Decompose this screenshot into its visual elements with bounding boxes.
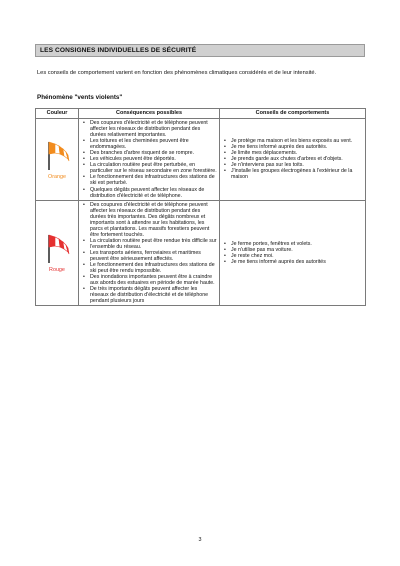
- list-item: • Le fonctionnement des infrastructures des stations de ski est perturbé.: [82, 174, 217, 186]
- list-item: • Je me tiens informé auprès des autorités.: [223, 144, 363, 150]
- conseils-cell: [220, 200, 366, 306]
- list-item: • Je protège ma maison et les biens exposés au vent.: [223, 138, 363, 144]
- list-item: • De très importants dégâts peuvent affecter les réseaux de distribution d'électricité et de téléphone pendant plusieurs jours: [82, 286, 217, 304]
- section-title: LES CONSIGNES INDIVIDUELLES DE SÉCURITÉ: [35, 44, 365, 57]
- list-item: • Les toitures et les cheminées peuvent être endommagées.: [82, 138, 217, 150]
- consequences-cell: [79, 119, 220, 201]
- list-item: • Des coupures d'électricité et de téléphone peuvent affecter les réseaux de distribution pendant des durées très importantes. Des dégâts nombreux et importants sont à attendre sur les habitations, les parcs et plantations. Les massifs forestiers peuvent être fortement touchés.: [82, 202, 217, 238]
- list-item: • La circulation routière peut être perturbée, en particulier sur le réseau secondaire en zone forestière.: [82, 162, 217, 174]
- list-item: • J'installe les groupes électrogènes à l'extérieur de la maison: [223, 168, 363, 180]
- table-header-row: [36, 109, 366, 119]
- conseils-list: [220, 240, 365, 266]
- list-item: • Je ferme portes, fenêtres et volets.: [223, 241, 363, 247]
- safety-table: [35, 108, 366, 306]
- consequences-list: [79, 201, 219, 306]
- list-item: • La circulation routière peut être rendue très difficile sur l'ensemble du réseau.: [82, 238, 217, 250]
- color-cell: [36, 200, 79, 306]
- list-item: • Je limite mes déplacements.: [223, 150, 363, 156]
- color-label: Rouge: [49, 267, 65, 274]
- list-item: • Je n'utilise pas ma voiture.: [223, 247, 363, 253]
- list-item: • Les transports aériens, ferroviaires et maritimes peuvent être sérieusement affectés.: [82, 250, 217, 262]
- list-item: • Quelques dégâts peuvent affecter les réseaux de distribution d'électricité et de téléphone.: [82, 187, 217, 199]
- list-item: • Je n'interviens pas sur les toits.: [223, 162, 363, 168]
- list-item: • Le fonctionnement des infrastructures des stations de ski peut être rendu impossible.: [82, 262, 217, 274]
- list-item: • Des branches d'arbre risquent de se rompre.: [82, 150, 217, 156]
- list-item: • Des inondations importantes peuvent être à craindre aux abords des estuaires en période de marée haute.: [82, 274, 217, 286]
- conseils-list: [220, 137, 365, 181]
- color-cell: [36, 119, 79, 201]
- list-item: • Je me tiens informé auprès des autorités: [223, 259, 363, 265]
- list-item: • Je prends garde aux chutes d'arbres et d'objets.: [223, 156, 363, 162]
- table-row: [36, 119, 366, 201]
- page-number: 3: [198, 537, 202, 543]
- consequences-list: [79, 119, 219, 200]
- intro-paragraph: Les conseils de comportement varient en fonction des phénomènes climatiques considérés et de leur intensité.: [37, 70, 317, 76]
- header-consequences: Conséquences possibles: [79, 109, 220, 119]
- windsock-icon: [44, 139, 70, 171]
- phenomenon-subtitle: Phénomène "vents violents": [37, 94, 123, 101]
- list-item: • Je reste chez moi.: [223, 253, 363, 259]
- list-item: • Des coupures d'électricité et de téléphone peuvent affecter les réseaux de distribution pendant des durées relativement importantes.: [82, 120, 217, 138]
- consequences-cell: [79, 200, 220, 306]
- list-item: • Les véhicules peuvent être déportés.: [82, 156, 217, 162]
- color-label: Orange: [48, 173, 66, 180]
- windsock-icon: [44, 232, 70, 264]
- conseils-cell: [220, 119, 366, 201]
- header-couleur: Couleur: [36, 109, 79, 119]
- header-conseils: Conseils de comportements: [220, 109, 366, 119]
- table-row: [36, 200, 366, 306]
